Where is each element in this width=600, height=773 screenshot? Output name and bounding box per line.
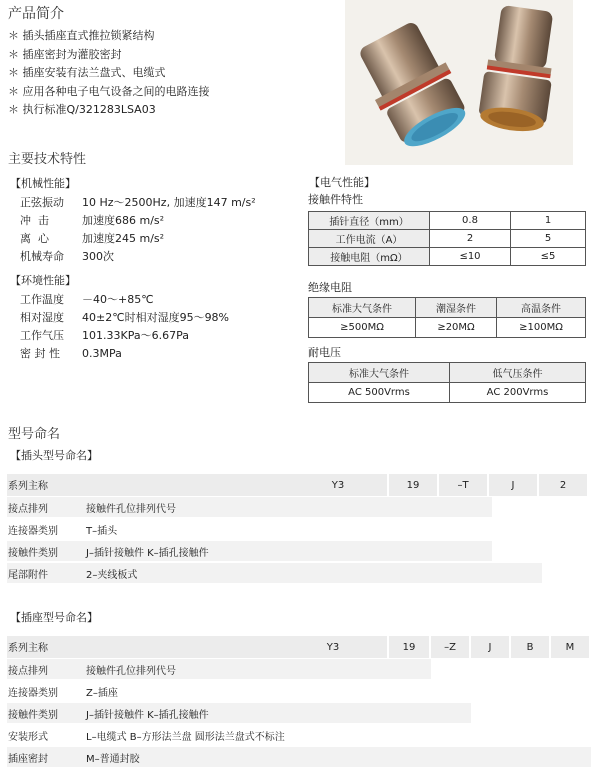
table-cell: 潮湿条件 xyxy=(416,298,497,318)
list-item: ＊ 应用各种电子电气设备之间的电路连接 xyxy=(8,84,210,98)
table-cell: 标准大气条件 xyxy=(309,298,416,318)
table-cell: 工作电流（A） xyxy=(309,230,430,248)
plug-model-title: 【插头型号命名】 xyxy=(10,449,98,462)
intro-title: 产品简介 xyxy=(8,6,64,22)
model-title: 型号命名 xyxy=(8,427,61,442)
plug-code-cell: Y3 xyxy=(290,474,386,496)
voltage-title: 耐电压 xyxy=(308,346,341,359)
table-row xyxy=(309,230,586,248)
plug-code-cell: J xyxy=(489,474,537,496)
socket-code-cell: –Z xyxy=(431,636,469,658)
table-row xyxy=(309,212,586,230)
socket-row: 连接器类别 Z–插座 xyxy=(8,688,118,699)
elec-title: 【电气性能】 xyxy=(309,176,375,189)
socket-row: 接点排列 接触件孔位排列代号 xyxy=(8,666,176,677)
table-cell: 1 xyxy=(511,212,586,230)
socket-row: 接触件类别 J–插针接触件 K–插孔接触件 xyxy=(8,710,209,721)
tech-title: 主要技术特性 xyxy=(8,152,87,167)
plug-row: 尾部附件 2–夹线板式 xyxy=(8,570,138,581)
socket-row: 安装形式 L–电缆式 B–方形法兰盘 圆形法兰盘式不标注 xyxy=(8,732,285,743)
socket-row: 系列主称 xyxy=(8,643,48,654)
table-cell: 插针直径（mm） xyxy=(309,212,430,230)
plug-row: 系列主称 xyxy=(8,481,48,492)
socket-row: 插座密封 M–普通封胶 xyxy=(8,754,140,765)
plug-row: 接点排列 接触件孔位排列代号 xyxy=(8,504,176,515)
mech-title: 【机械性能】 xyxy=(10,177,76,190)
mech-row: 冲 击 加速度686 m/s² xyxy=(20,214,165,227)
socket-code-cell: B xyxy=(511,636,549,658)
table-row xyxy=(309,298,586,318)
table-cell: 5 xyxy=(511,230,586,248)
table-cell: ≥20MΩ xyxy=(416,318,497,338)
table-cell: 低气压条件 xyxy=(450,363,586,383)
env-row: 工作温度 －40～+85℃ xyxy=(20,293,154,306)
table-cell: 高温条件 xyxy=(497,298,586,318)
table-row xyxy=(309,363,586,383)
plug-code-cell: 19 xyxy=(389,474,437,496)
table-row xyxy=(309,383,586,403)
table-cell: ≥500MΩ xyxy=(309,318,416,338)
plug-row: 接触件类别 J–插针接触件 K–插孔接触件 xyxy=(8,548,209,559)
table-cell: 0.8 xyxy=(430,212,511,230)
socket-code-cell: J xyxy=(471,636,509,658)
list-item: ＊ 插头插座直式推拉锁紧结构 xyxy=(8,29,155,42)
voltage-table xyxy=(308,362,586,403)
table-cell: 标准大气条件 xyxy=(309,363,450,383)
socket-model-title: 【插座型号命名】 xyxy=(10,611,98,624)
table-cell: ≥100MΩ xyxy=(497,318,586,338)
env-title: 【环境性能】 xyxy=(10,274,76,287)
table-cell: 接触电阻（mΩ） xyxy=(309,248,430,266)
env-row: 工作气压 101.33KPa～6.67Pa xyxy=(20,329,189,342)
socket-code-cell: 19 xyxy=(389,636,429,658)
intro-bullet-list xyxy=(8,27,210,120)
plug-code-cell: –T xyxy=(439,474,487,496)
mech-row: 离 心 加速度245 m/s² xyxy=(20,232,165,245)
table-row xyxy=(309,318,586,338)
list-item: ＊ 执行标准Q/321283LSA03 xyxy=(8,103,156,116)
env-row: 密 封 性 0.3MPa xyxy=(20,347,122,360)
list-item: ＊ 插座密封为灌胶密封 xyxy=(8,47,122,61)
insulation-table xyxy=(308,297,586,338)
socket-code-cell: Y3 xyxy=(280,636,386,658)
table-cell: 2 xyxy=(430,230,511,248)
contact-title: 接触件特性 xyxy=(308,193,363,206)
plug-row: 连接器类别 T–插头 xyxy=(8,526,118,537)
insulation-title: 绝缘电阻 xyxy=(308,281,352,294)
plug-code-cell: 2 xyxy=(539,474,587,496)
contact-table xyxy=(308,211,586,266)
table-cell: AC 500Vrms xyxy=(309,383,450,403)
table-cell: ≤10 xyxy=(430,248,511,266)
socket-code-cell: M xyxy=(551,636,589,658)
table-row xyxy=(309,248,586,266)
mech-row: 正弦振动 10 Hz～2500Hz, 加速度147 m/s² xyxy=(20,196,256,209)
table-cell: AC 200Vrms xyxy=(450,383,586,403)
mech-row: 机械寿命 300次 xyxy=(20,250,114,263)
list-item: ＊ 插座安装有法兰盘式、电缆式 xyxy=(8,66,166,79)
env-row: 相对湿度 40±2℃时相对湿度95～98% xyxy=(20,311,230,324)
table-cell: ≤5 xyxy=(511,248,586,266)
product-photo xyxy=(345,0,573,165)
